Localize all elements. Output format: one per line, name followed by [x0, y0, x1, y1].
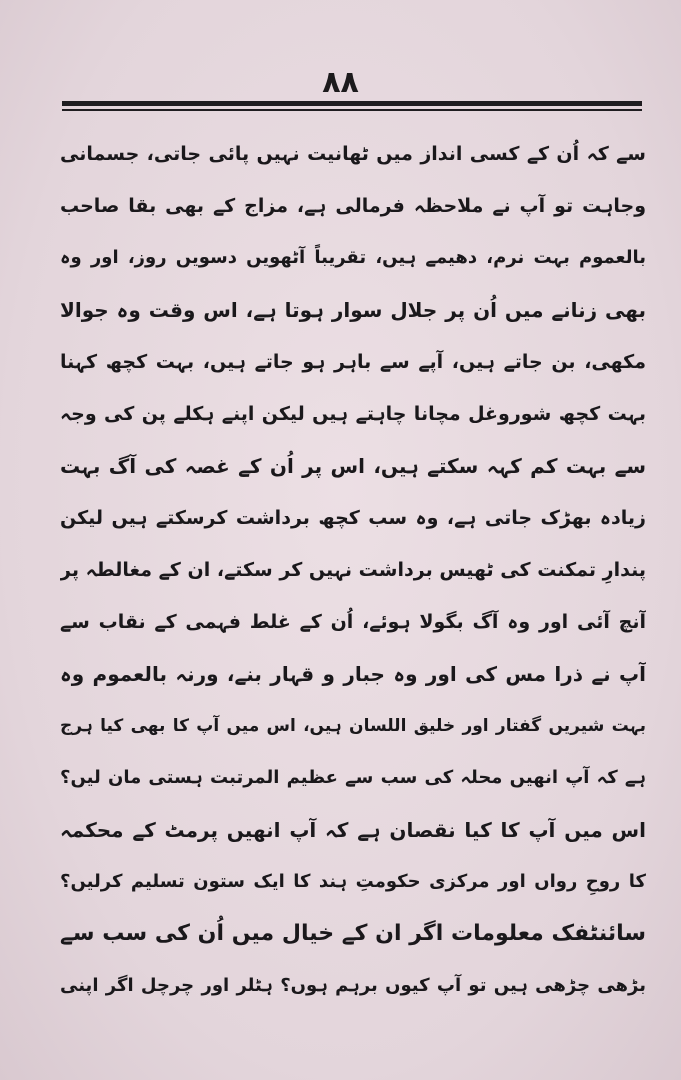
text-line: ہے کہ آپ انھیں محلہ کی سب سے عظیم المرتبت ہستی مان لیں؟	[60, 767, 646, 788]
body-text	[60, 128, 646, 1012]
text-line: وجاہت تو آپ نے ملاحظہ فرمالی ہے، مزاج کے بھی بقا صاحب	[60, 195, 646, 217]
text-line: کا روحِ رواں اور مرکزی حکومتِ ہند کا ایک ستون تسلیم کرلیں؟	[60, 871, 646, 892]
header-rule-thick	[62, 101, 642, 106]
text-line: آنچ آئی اور وہ آگ بگولا ہوئے، اُن کے غلط فہمی کے نقاب سے	[60, 611, 646, 633]
text-line: بالعموم بہت نرم، دھیمے ہیں، تقریباً آٹھویں دسویں روز، اور وہ	[60, 247, 646, 268]
header-rule-thin	[62, 109, 642, 111]
text-line: بہت کچھ شوروغل مچانا چاہتے ہیں لیکن اپنے ہکلے پن کی وجہ	[60, 403, 646, 425]
text-line: بھی زنانے میں اُن پر جلال سوار ہوتا ہے، اس وقت وہ جوالا	[60, 298, 646, 322]
text-line: سے بہت کم کہہ سکتے ہیں، اس پر اُن کے غصہ کی آگ بہت	[60, 454, 646, 478]
page-number: ۸۸	[322, 65, 359, 100]
text-line: سائنٹفک معلومات اگر ان کے خیال میں اُن کی سب سے	[60, 921, 646, 946]
text-line: مکھی، بن جاتے ہیں، آپے سے باہر ہو جاتے ہیں، بہت کچھ کہنا	[60, 351, 646, 373]
text-line: اس میں آپ کا کیا نقصان ہے کہ آپ انھیں پرمٹ کے محکمہ	[60, 818, 646, 842]
text-line: آپ نے ذرا مس کی اور وہ جبار و قہار بنے، ورنہ بالعموم وہ	[60, 662, 646, 686]
text-line: زیادہ بھڑک جاتی ہے، وہ سب کچھ برداشت کرسکتے ہیں لیکن	[60, 507, 646, 529]
text-line: بڑھی چڑھی ہیں تو آپ کیوں برہم ہوں؟ ہٹلر اور چرچل اگر اپنی	[60, 975, 646, 996]
text-line: بہت شیریں گفتار اور خلیق اللسان ہیں، اس میں آپ کا بھی کیا ہرج	[60, 716, 646, 736]
text-line: سے کہ اُن کے کسی انداز میں ٹھانیت نہیں پائی جاتی، جسمانی	[60, 143, 646, 165]
text-line: پندارِ تمکنت کی ٹھیس برداشت نہیں کر سکتے، ان کے مغالطہ پر	[60, 559, 646, 581]
